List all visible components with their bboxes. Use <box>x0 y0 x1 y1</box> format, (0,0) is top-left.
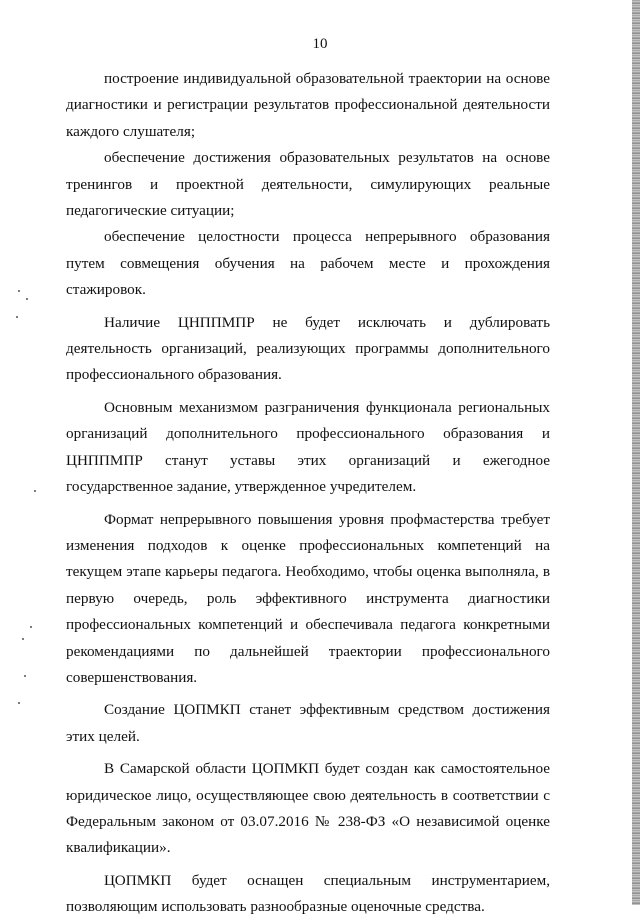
scan-speck <box>34 490 36 492</box>
paragraph-6: Формат непрерывного повышения уровня профмастерства требует изменения подходов к оценке профессиональных компетенций на текущем этапе карьеры педагога. Необходимо, чтобы оценка выполняла, в первую очередь, роль эффективного инструмента диагностики профессиональных компетенций и обеспечивала педагога конкретными рекомендациями по дальнейшей траектории профессионального совершенствования. <box>66 510 550 686</box>
scan-speck <box>24 675 26 677</box>
document-body <box>66 66 550 921</box>
paragraph-1: построение индивидуальной образовательной траектории на основе диагностики и регистрации результатов профессиональной деятельности каждого слушателя; <box>66 70 550 140</box>
scan-speck <box>16 316 18 318</box>
paragraph-8: В Самарской области ЦОПМКП будет создан как самостоятельное юридическое лицо, осуществляющее свою деятельность в соответствии с Федеральным законом от 03.07.2016 № 238-ФЗ «О независимой оценке квалификации». <box>66 760 550 857</box>
scan-edge <box>632 0 640 905</box>
paragraph-7: Создание ЦОПМКП станет эффективным средством достижения этих целей. <box>66 701 550 745</box>
paragraph-5: Основным механизмом разграничения функционала региональных организаций дополнительного профессионального образования и ЦНППМПР станут уставы этих организаций и ежегодное государственное задание, утвержденное учредителем. <box>66 398 550 496</box>
paragraph-2: обеспечение достижения образовательных результатов на основе тренингов и проектной деятельности, симулирующих реальные педагогические ситуации; <box>66 149 550 220</box>
scan-speck <box>26 298 28 300</box>
scan-specks <box>14 290 44 740</box>
page-number: 10 <box>312 36 328 52</box>
paragraph-4: Наличие ЦНППМПР не будет исключать и дублировать деятельность организаций, реализующих программы дополнительного профессионального образования. <box>66 313 550 384</box>
scan-speck <box>30 626 32 628</box>
scan-speck <box>22 638 24 640</box>
paragraph-3: обеспечение целостности процесса непрерывного образования путем совмещения обучения на рабочем месте и прохождения стажировок. <box>66 228 550 299</box>
paragraph-9: ЦОПМКП будет оснащен специальным инструментарием, позволяющим использовать разнообразные оценочные средства. <box>66 871 550 916</box>
scan-speck <box>18 702 20 704</box>
scan-speck <box>18 290 20 292</box>
